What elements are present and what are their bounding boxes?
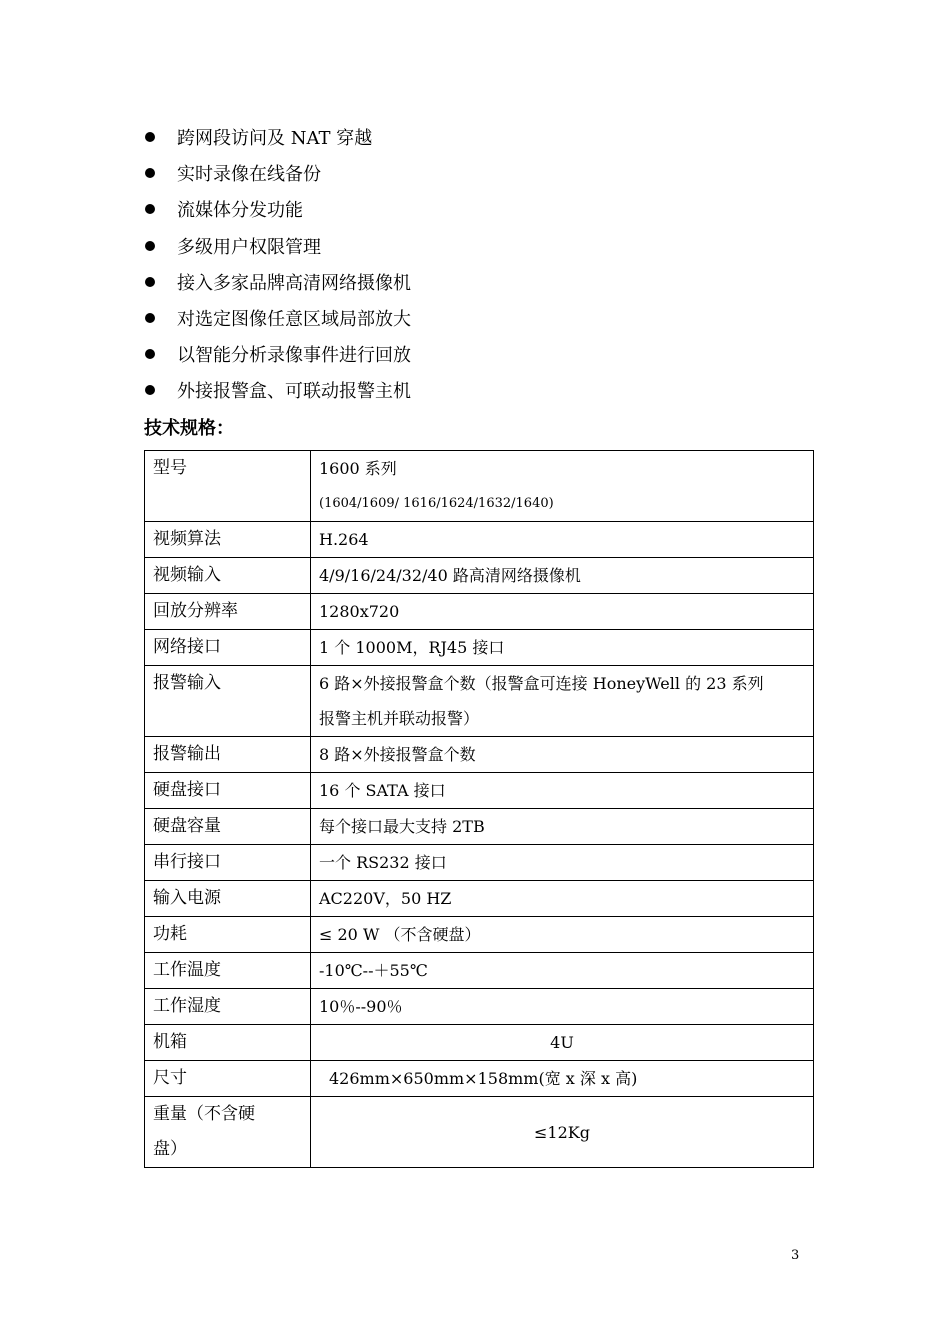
bullet-icon <box>145 168 155 178</box>
table-row <box>145 737 814 773</box>
table-row <box>145 666 814 737</box>
spec-value: AC220V，50 HZ <box>311 881 814 917</box>
spec-label: 视频算法 <box>145 522 311 558</box>
list-item <box>142 372 411 408</box>
feature-text: 实时录像在线备份 <box>177 164 321 186</box>
spec-label <box>145 1097 311 1168</box>
spec-title: 技术规格： <box>144 418 234 439</box>
feature-text: 对选定图像任意区域局部放大 <box>177 309 411 331</box>
spec-label: 回放分辨率 <box>145 594 311 630</box>
list-item <box>142 191 411 227</box>
spec-value-line: 1600 系列 <box>319 459 397 478</box>
bullet-icon <box>145 313 155 323</box>
spec-value: 4U <box>311 1025 814 1061</box>
spec-label: 串行接口 <box>145 845 311 881</box>
table-row <box>145 451 814 522</box>
list-item <box>142 228 411 264</box>
table-row <box>145 594 814 630</box>
spec-label: 工作湿度 <box>145 989 311 1025</box>
spec-value: -10℃--＋55℃ <box>311 953 814 989</box>
spec-value: H.264 <box>311 522 814 558</box>
table-row <box>145 522 814 558</box>
table-row <box>145 917 814 953</box>
spec-value: 1 个 1000M，RJ45 接口 <box>311 630 814 666</box>
table-row <box>145 809 814 845</box>
feature-text: 多级用户权限管理 <box>177 236 321 258</box>
spec-value: ≤12Kg <box>311 1097 814 1168</box>
spec-value: 8 路×外接报警盒个数 <box>311 737 814 773</box>
feature-text: 外接报警盒、可联动报警主机 <box>177 381 411 403</box>
table-row <box>145 1061 814 1097</box>
list-item <box>142 119 411 155</box>
table-row <box>145 1097 814 1168</box>
spec-label: 视频输入 <box>145 558 311 594</box>
spec-value: 10％--90％ <box>311 989 814 1025</box>
bullet-icon <box>145 204 155 214</box>
feature-list <box>142 119 411 409</box>
spec-label: 报警输出 <box>145 737 311 773</box>
bullet-icon <box>145 349 155 359</box>
spec-label: 网络接口 <box>145 630 311 666</box>
table-row <box>145 630 814 666</box>
bullet-icon <box>145 241 155 251</box>
list-item <box>142 300 411 336</box>
table-row <box>145 845 814 881</box>
feature-text: 接入多家品牌高清网络摄像机 <box>177 272 411 294</box>
feature-text: 以智能分析录像事件进行回放 <box>177 345 411 367</box>
spec-value: 16 个 SATA 接口 <box>311 773 814 809</box>
spec-value <box>311 666 814 737</box>
spec-label: 型号 <box>145 451 311 522</box>
spec-value: 1280x720 <box>311 594 814 630</box>
feature-text: 跨网段访问及 NAT 穿越 <box>177 128 373 150</box>
table-row <box>145 953 814 989</box>
table-row <box>145 989 814 1025</box>
spec-label: 机箱 <box>145 1025 311 1061</box>
table-row <box>145 773 814 809</box>
spec-value-line: 6 路×外接报警盒个数（报警盒可连接 HoneyWell 的 23 系列 <box>319 674 764 693</box>
spec-label: 功耗 <box>145 917 311 953</box>
spec-value-line: 报警主机并联动报警） <box>319 709 480 728</box>
list-item <box>142 155 411 191</box>
table-row <box>145 1025 814 1061</box>
bullet-icon <box>145 277 155 287</box>
spec-value <box>311 451 814 522</box>
spec-value: 一个 RS232 接口 <box>311 845 814 881</box>
spec-label-line: 重量（不含硬 <box>153 1104 255 1124</box>
spec-label: 硬盘接口 <box>145 773 311 809</box>
table-row <box>145 558 814 594</box>
page-number: 3 <box>791 1248 800 1263</box>
list-item <box>142 264 411 300</box>
spec-label: 输入电源 <box>145 881 311 917</box>
bullet-icon <box>145 385 155 395</box>
feature-text: 流媒体分发功能 <box>177 200 303 222</box>
table-row <box>145 881 814 917</box>
spec-value: 每个接口最大支持 2TB <box>311 809 814 845</box>
spec-label: 硬盘容量 <box>145 809 311 845</box>
spec-table <box>144 450 814 1168</box>
spec-value: 4/9/16/24/32/40 路高清网络摄像机 <box>311 558 814 594</box>
spec-label: 工作温度 <box>145 953 311 989</box>
spec-label: 报警输入 <box>145 666 311 737</box>
spec-label: 尺寸 <box>145 1061 311 1097</box>
spec-value-line: (1604/1609/ 1616/1624/1632/1640) <box>319 496 554 511</box>
bullet-icon <box>145 132 155 142</box>
list-item <box>142 336 411 372</box>
spec-value: 426mm×650mm×158mm(宽 x 深 x 高) <box>311 1061 814 1097</box>
spec-value: ≤ 20 W （不含硬盘） <box>311 917 814 953</box>
spec-label-line: 盘） <box>153 1139 187 1159</box>
